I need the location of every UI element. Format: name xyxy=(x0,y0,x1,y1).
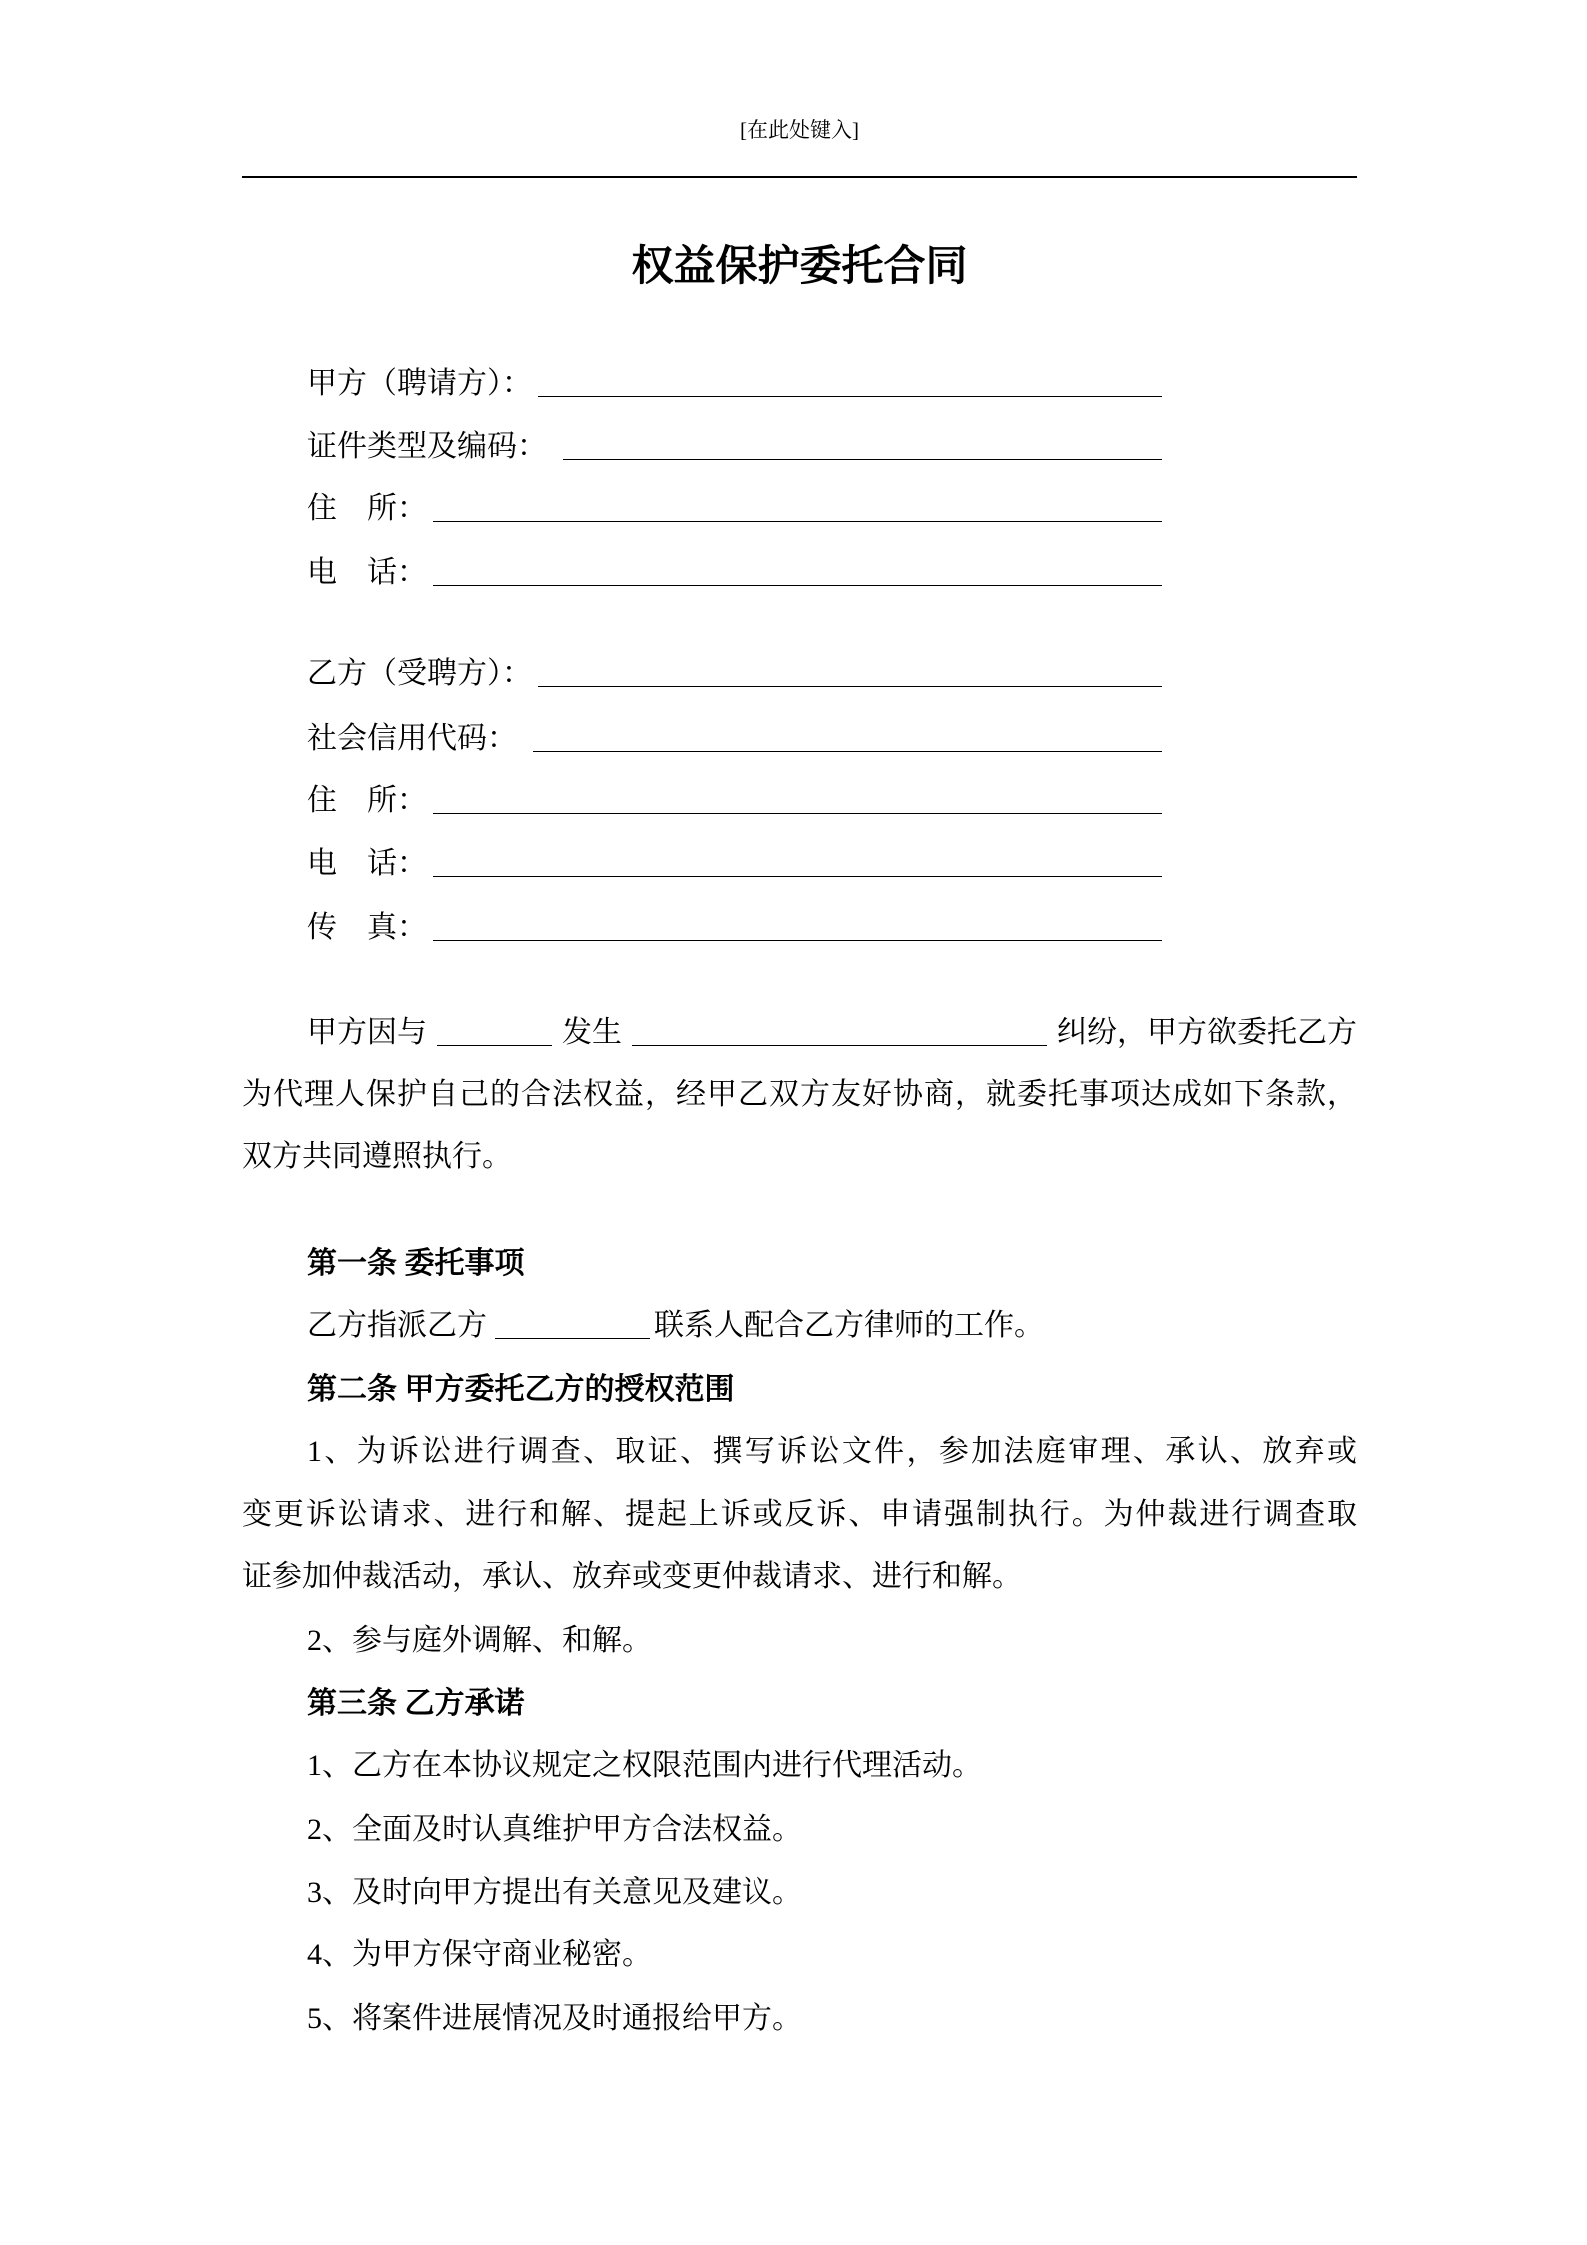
article-3-item-2: 2、全面及时认真维护甲方合法权益。 xyxy=(307,1813,802,1846)
party-b-name-label: 乙方（受聘方）： xyxy=(307,657,532,690)
article-1-text-after: 联系人配合乙方律师的工作。 xyxy=(654,1309,1044,1342)
party-a-phone-field xyxy=(307,551,1162,595)
party-b-name-field xyxy=(307,652,1162,696)
party-b-fax-field xyxy=(307,906,1162,950)
article-1-heading: 第一条 委托事项 xyxy=(307,1247,525,1280)
party-a-id-blank[interactable] xyxy=(563,425,1162,460)
article-3-heading: 第三条 乙方承诺 xyxy=(307,1687,525,1720)
party-a-phone-label: 电 话： xyxy=(307,556,427,589)
party-a-name-label: 甲方（聘请方）： xyxy=(307,367,532,400)
preamble-line-1 xyxy=(307,1011,1357,1055)
party-a-address-field xyxy=(307,487,1162,531)
article-1-text xyxy=(307,1304,1044,1348)
party-a-address-label: 住 所： xyxy=(307,492,427,525)
party-b-credit-code-blank[interactable] xyxy=(533,717,1162,752)
party-b-name-blank[interactable] xyxy=(538,652,1162,687)
party-b-fax-blank[interactable] xyxy=(433,906,1162,941)
party-a-id-label: 证件类型及编码： xyxy=(307,430,547,463)
header-placeholder[interactable]: [在此处键入] xyxy=(740,118,859,142)
article-2-heading: 第二条 甲方委托乙方的授权范围 xyxy=(307,1373,735,1406)
party-a-phone-blank[interactable] xyxy=(433,551,1162,586)
article-2-item-2: 2、参与庭外调解、和解。 xyxy=(307,1624,652,1657)
article-1-text-before: 乙方指派乙方 xyxy=(307,1309,487,1342)
party-b-credit-code-field xyxy=(307,717,1162,761)
article-3-item-4: 4、为甲方保守商业秘密。 xyxy=(307,1938,652,1971)
document-title: 权益保护委托合同 xyxy=(631,244,968,290)
preamble-line-3: 双方共同遵照执行。 xyxy=(242,1140,512,1173)
party-b-credit-code-label: 社会信用代码： xyxy=(307,722,517,755)
article-2-item-1-line-1: 1、为诉讼进行调查、取证、撰写诉讼文件，参加法庭审理、承认、放弃或 xyxy=(307,1435,1357,1468)
party-b-phone-field xyxy=(307,842,1162,886)
header-divider xyxy=(242,176,1357,178)
dispute-matter-blank[interactable] xyxy=(632,1011,1047,1046)
article-3-item-3: 3、及时向甲方提出有关意见及建议。 xyxy=(307,1876,802,1909)
contact-person-blank[interactable] xyxy=(495,1304,650,1339)
party-a-id-field xyxy=(307,425,1162,469)
article-2-item-1-line-3: 证参加仲裁活动，承认、放弃或变更仲裁请求、进行和解。 xyxy=(242,1560,1022,1593)
party-a-name-field xyxy=(307,362,1162,406)
party-b-fax-label: 传 真： xyxy=(307,911,427,944)
party-b-address-label: 住 所： xyxy=(307,784,427,817)
party-b-address-field xyxy=(307,779,1162,823)
party-a-name-blank[interactable] xyxy=(538,362,1162,397)
preamble-line-2: 为代理人保护自己的合法权益，经甲乙双方友好协商，就委托事项达成如下条款， xyxy=(242,1078,1357,1111)
preamble-text-part-3: 纠纷，甲方欲委托乙方 xyxy=(1057,1016,1357,1049)
article-2-item-1-line-2: 变更诉讼请求、进行和解、提起上诉或反诉、申请强制执行。为仲裁进行调查取 xyxy=(242,1498,1357,1531)
article-3-item-1: 1、乙方在本协议规定之权限范围内进行代理活动。 xyxy=(307,1749,982,1782)
preamble-text-part-2: 发生 xyxy=(562,1016,622,1049)
party-a-address-blank[interactable] xyxy=(433,487,1162,522)
article-3-item-5: 5、将案件进展情况及时通报给甲方。 xyxy=(307,2002,802,2035)
party-b-phone-label: 电 话： xyxy=(307,847,427,880)
dispute-party-blank[interactable] xyxy=(437,1011,552,1046)
party-b-phone-blank[interactable] xyxy=(433,842,1162,877)
preamble-text-part-1: 甲方因与 xyxy=(307,1016,427,1049)
party-b-address-blank[interactable] xyxy=(433,779,1162,814)
